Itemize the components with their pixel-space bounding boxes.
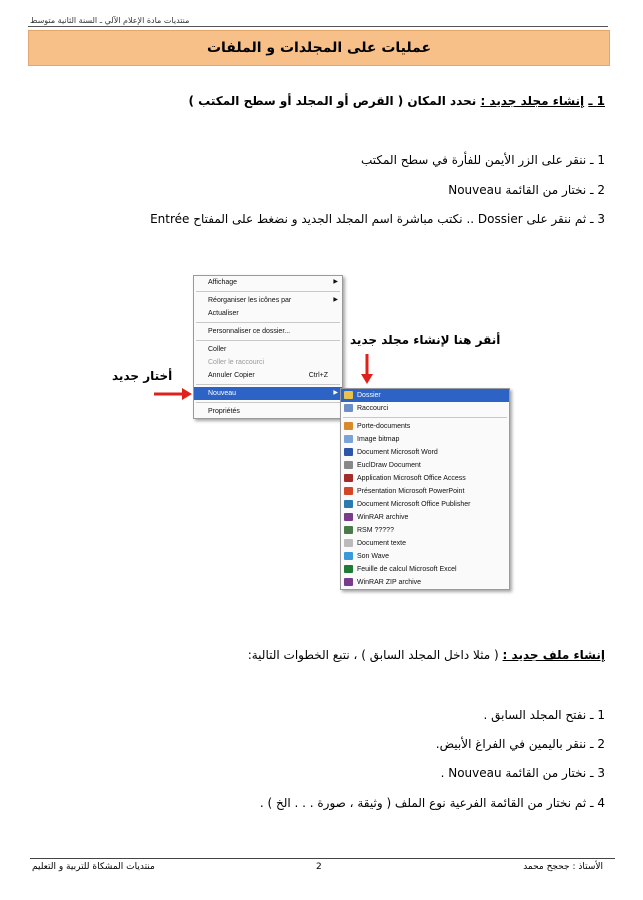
- menu-item-annuler-copier[interactable]: Annuler Copier Ctrl+Z: [208, 372, 328, 379]
- rsm-icon: [344, 526, 353, 534]
- section1-heading: إنشاء مجلد جديد :: [480, 94, 585, 108]
- eucldraw-icon: [344, 461, 353, 469]
- menu-separator: [196, 291, 340, 292]
- submenu-item-winrar[interactable]: WinRAR archive: [341, 511, 509, 524]
- menu-separator: [196, 384, 340, 385]
- submenu-item-dossier[interactable]: Dossier: [341, 389, 509, 402]
- submenu-item-image-bitmap[interactable]: Image bitmap: [341, 433, 509, 446]
- menu-shortcut: Ctrl+Z: [308, 372, 328, 379]
- arrow-right-icon: [152, 387, 194, 401]
- publisher-icon: [344, 500, 353, 508]
- section1-heading-line: [189, 94, 606, 108]
- submenu-item-porte-documents[interactable]: Porte-documents: [341, 420, 509, 433]
- section2-step-2: 2 ـ ننقر باليمين في الفراغ الأبيض.: [435, 737, 605, 751]
- shortcut-icon: [344, 404, 353, 412]
- winrar-zip-icon: [344, 578, 353, 586]
- submenu-item-powerpoint[interactable]: Présentation Microsoft PowerPoint: [341, 485, 509, 498]
- submenu-item-excel[interactable]: Feuille de calcul Microsoft Excel: [341, 563, 509, 576]
- powerpoint-icon: [344, 487, 353, 495]
- submenu-item-raccourci[interactable]: Raccourci: [341, 402, 509, 415]
- menu-item-reorganiser[interactable]: Réorganiser les icônes par ▶: [208, 297, 338, 304]
- folder-icon: [344, 391, 353, 399]
- footer-divider: [30, 858, 615, 859]
- submenu-item-rsm[interactable]: RSM ?????: [341, 524, 509, 537]
- footer-forum: منتديات المشكاة للتربية و التعليم: [32, 862, 155, 872]
- nouveau-submenu: [340, 388, 510, 590]
- submenu-item-word[interactable]: Document Microsoft Word: [341, 446, 509, 459]
- access-icon: [344, 474, 353, 482]
- header-note: منتديات مادة الإعلام الآلي ـ السنة الثانية متوسط: [30, 16, 190, 25]
- menu-item-personnaliser[interactable]: Personnaliser ce dossier...: [208, 328, 291, 335]
- submenu-item-access[interactable]: Application Microsoft Office Access: [341, 472, 509, 485]
- winrar-icon: [344, 513, 353, 521]
- page-title: عمليات على المجلدات و الملفات: [28, 30, 610, 66]
- submenu-arrow-icon: ▶: [333, 279, 338, 285]
- section2-text: ( مثلا داخل المجلد السابق ) ، نتبع الخطوات التالية:: [247, 648, 499, 662]
- text-document-icon: [344, 539, 353, 547]
- footer-teacher: الأستاذ : جحجح محمد: [523, 862, 603, 872]
- annotation-choose-new: أختار جديد: [112, 369, 173, 383]
- header-divider: [28, 26, 608, 27]
- menu-item-proprietes[interactable]: Propriétés: [208, 408, 240, 415]
- section2-step-3: 3 ـ نختار من القائمة Nouveau .: [440, 766, 605, 780]
- context-menu: [193, 275, 343, 419]
- word-icon: [344, 448, 353, 456]
- submenu-arrow-icon: ▶: [333, 297, 338, 303]
- menu-separator: [196, 402, 340, 403]
- menu-separator: [196, 340, 340, 341]
- submenu-item-winrar-zip[interactable]: WinRAR ZIP archive: [341, 576, 509, 589]
- menu-item-coller[interactable]: Coller: [208, 346, 227, 353]
- section2-step-4: 4 ـ ثم نختار من القائمة الفرعية نوع الملف ( وثيقة ، صورة . . . الخ ) .: [259, 796, 605, 810]
- bitmap-icon: [344, 435, 353, 443]
- section2-step-1: 1 ـ نفتح المجلد السابق .: [483, 708, 605, 722]
- briefcase-icon: [344, 422, 353, 430]
- submenu-item-son-wave[interactable]: Son Wave: [341, 550, 509, 563]
- menu-separator: [343, 417, 507, 418]
- page-number: 2: [316, 862, 322, 872]
- section2-heading-line: [248, 648, 605, 662]
- section1-text: نحدد المكان ( القرص أو المجلد أو سطح المكتب ): [188, 94, 477, 108]
- submenu-item-eucldraw[interactable]: EuclDraw Document: [341, 459, 509, 472]
- section1-step-2: 2 ـ نختار من القائمة Nouveau: [448, 183, 605, 197]
- section1-step-1: 1 ـ ننقر على الزر الأيمن للفأرة في سطح المكتب: [360, 153, 605, 167]
- section2-heading: إنشاء ملف جديد :: [502, 648, 605, 662]
- submenu-arrow-icon: ▶: [333, 390, 338, 396]
- menu-item-affichage[interactable]: Affichage ▶: [208, 279, 338, 286]
- submenu-item-texte[interactable]: Document texte: [341, 537, 509, 550]
- menu-item-nouveau[interactable]: Nouveau ▶: [194, 387, 342, 400]
- sound-icon: [344, 552, 353, 560]
- menu-item-coller-raccourci: Coller le raccourci: [208, 359, 265, 366]
- menu-separator: [196, 322, 340, 323]
- arrow-down-icon: [360, 352, 374, 386]
- excel-icon: [344, 565, 353, 573]
- submenu-item-publisher[interactable]: Document Microsoft Office Publisher: [341, 498, 509, 511]
- menu-item-actualiser[interactable]: Actualiser: [208, 310, 239, 317]
- section1-step-3: 3 ـ ثم ننقر على Dossier .. نكتب مباشرة اسم المجلد الجديد و نضغط على المفتاح Entrée: [150, 212, 605, 226]
- annotation-click-here: أنقر هنا لإنشاء مجلد جديد: [350, 333, 501, 347]
- section1-number: 1 ـ: [588, 94, 605, 108]
